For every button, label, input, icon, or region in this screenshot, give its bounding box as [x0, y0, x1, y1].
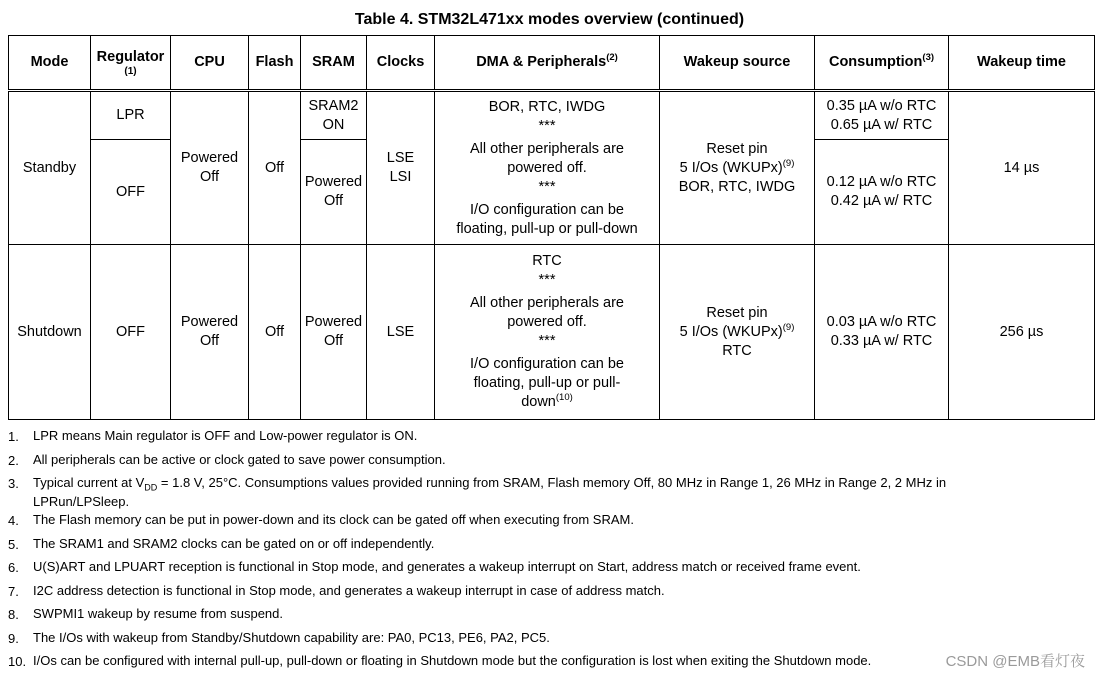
header-regulator — [91, 36, 171, 91]
header-cpu: CPU — [171, 36, 249, 91]
footnote — [8, 513, 1018, 537]
footnote-text: The Flash memory can be put in power-down and its clock can be gated off when executing from SRAM. — [33, 512, 634, 527]
footnote-number: 10. — [8, 654, 27, 669]
footnote — [8, 654, 1018, 674]
standby-cons-off-line2: 0.42 µA w/ RTC — [830, 193, 933, 209]
footnote-number: 2. — [8, 453, 19, 468]
standby-sram-lpr-line1: SRAM2 — [308, 97, 359, 114]
header-dma-label: DMA & Peripherals — [476, 54, 607, 70]
shutdown-dma-line2: All other peripherals are — [470, 295, 624, 311]
footnote — [8, 584, 1018, 607]
standby-clocks — [367, 91, 435, 245]
standby-cons-lpr-line1: 0.35 µA w/o RTC — [826, 97, 937, 114]
shutdown-wakeup-line2 — [663, 323, 811, 342]
footnote-number: 9. — [8, 631, 19, 646]
watermark: CSDN @EMB看灯夜 — [945, 653, 1085, 670]
header-dma-note: (2) — [606, 52, 618, 64]
table-row — [9, 245, 1095, 420]
shutdown-dma-line3: powered off. — [507, 314, 587, 330]
footnote-number: 4. — [8, 513, 19, 528]
footnote-text-b: = 1.8 V, 25°C. Consumptions values provided running from SRAM, Flash memory Off, 80 MHz in Range 1, 26 MHz in Range 2, 2 MHz in LPRun/LPSleep. — [33, 475, 947, 509]
shutdown-flash: Off — [249, 245, 301, 420]
footnote-text: I2C address detection is functional in Stop mode, and generates a wakeup interrupt in case of address match. — [33, 583, 665, 598]
footnote-number: 1. — [8, 429, 19, 444]
footnote — [8, 607, 1018, 631]
footnote-text: The I/Os with wakeup from Standby/Shutdown capability are: PA0, PC13, PE6, PA2, PC5. — [33, 630, 550, 645]
standby-wakeup-wkup: 5 I/Os (WKUPx) — [679, 159, 783, 176]
shutdown-cons-line1: 0.03 µA w/o RTC — [826, 314, 937, 330]
standby-flash: Off — [249, 91, 301, 245]
header-consumption-note: (3) — [922, 52, 935, 64]
standby-cons-off-line1: 0.12 µA w/o RTC — [826, 174, 937, 190]
footnote-text: SWPMI1 wakeup by resume from suspend. — [33, 606, 283, 621]
shutdown-wakeup-line3: RTC — [722, 342, 752, 359]
footnote-text: All peripherals can be active or clock gated to save power consumption. — [33, 452, 446, 467]
shutdown-regulator: OFF — [91, 245, 171, 420]
footnote — [8, 476, 1018, 513]
shutdown-wakeup-wkup: 5 I/Os (WKUPx) — [679, 323, 783, 340]
header-dma — [435, 36, 660, 91]
standby-cpu — [171, 91, 249, 245]
shutdown-cpu-line1: Powered — [180, 314, 239, 330]
header-regulator-note: (1) — [124, 66, 137, 77]
table-title: Table 4. STM32L471xx modes overview (continued) — [354, 11, 745, 28]
footnote — [8, 453, 1018, 476]
shutdown-wakeup-time: 256 µs — [949, 245, 1095, 420]
footnote — [8, 429, 1018, 453]
header-sram: SRAM — [301, 36, 367, 91]
shutdown-dma-sep2: *** — [538, 333, 556, 349]
shutdown-dma-line1: RTC — [532, 253, 562, 269]
standby-sram-off-line1: Powered — [304, 174, 363, 190]
shutdown-dma-note: (10) — [555, 392, 573, 404]
header-regulator-label: Regulator — [96, 49, 165, 65]
standby-dma-line1: BOR, RTC, IWDG — [488, 98, 606, 115]
shutdown-clocks: LSE — [367, 245, 435, 420]
standby-sram-off-line2: Off — [323, 193, 344, 209]
shutdown-sram-line1: Powered — [304, 314, 363, 330]
standby-consumption-lpr — [815, 91, 949, 140]
shutdown-sram-line2: Off — [323, 333, 344, 349]
shutdown-wakeup-line1: Reset pin — [706, 304, 768, 321]
standby-dma-line3: powered off. — [507, 159, 587, 176]
standby-cpu-line2: Off — [199, 169, 220, 185]
header-consumption-label: Consumption — [828, 54, 923, 70]
footnote-number: 5. — [8, 537, 19, 552]
footnote — [8, 537, 1018, 560]
shutdown-wakeup — [660, 245, 815, 420]
standby-cons-lpr-line2: 0.65 µA w/ RTC — [830, 116, 933, 133]
standby-dma-line4: I/O configuration can be — [470, 201, 624, 218]
standby-wakeup-time: 14 µs — [949, 91, 1095, 245]
footnote — [8, 631, 1018, 654]
standby-wakeup — [660, 91, 815, 245]
standby-dma-sep2: *** — [538, 178, 556, 195]
standby-wakeup-line2 — [663, 159, 811, 178]
standby-dma-line2: All other peripherals are — [470, 140, 624, 157]
footnote-number: 6. — [8, 560, 19, 575]
footnote-text: The SRAM1 and SRAM2 clocks can be gated on or off independently. — [33, 536, 435, 551]
standby-cpu-line1: Powered — [180, 150, 239, 166]
shutdown-sram — [301, 245, 367, 420]
footnote-number: 3. — [8, 476, 19, 491]
standby-dma-sep1: *** — [538, 117, 556, 134]
shutdown-dma-line6 — [438, 393, 656, 412]
shutdown-dma-sep1: *** — [538, 272, 556, 288]
shutdown-cpu-line2: Off — [199, 333, 220, 349]
standby-consumption-off — [815, 140, 949, 245]
header-wakeup-time: Wakeup time — [949, 36, 1095, 91]
header-wakeup: Wakeup source — [660, 36, 815, 91]
standby-regulator-off: OFF — [91, 140, 171, 245]
shutdown-wakeup-note: (9) — [782, 321, 795, 333]
footnote — [8, 560, 1018, 584]
footnote-number: 7. — [8, 584, 19, 599]
header-flash: Flash — [249, 36, 301, 91]
standby-wakeup-line3: BOR, RTC, IWDG — [678, 178, 796, 195]
footnote-text — [33, 476, 1018, 513]
standby-dma — [435, 91, 660, 245]
standby-sram-off — [301, 140, 367, 245]
footnote-text-a: Typical current at V — [33, 475, 145, 490]
shutdown-dma — [435, 245, 660, 420]
header-clocks: Clocks — [367, 36, 435, 91]
shutdown-dma-line4: I/O configuration can be — [470, 356, 624, 372]
standby-clocks-line1: LSE — [386, 150, 415, 166]
standby-wakeup-line1: Reset pin — [706, 140, 768, 157]
standby-sram-lpr-line2: ON — [322, 116, 345, 133]
footnote-text: U(S)ART and LPUART reception is functional in Stop mode, and generates a wakeup interrupt on Start, address match or received frame event. — [33, 559, 861, 574]
header-mode: Mode — [9, 36, 91, 91]
standby-clocks-line2: LSI — [389, 169, 412, 185]
shutdown-cons-line2: 0.33 µA w/ RTC — [830, 333, 933, 349]
header-consumption — [815, 36, 949, 91]
shutdown-dma-line5: floating, pull-up or pull- — [473, 375, 621, 391]
standby-regulator-lpr: LPR — [91, 91, 171, 140]
table-row — [9, 91, 1095, 140]
standby-sram-lpr — [301, 91, 367, 140]
footnote-text: LPR means Main regulator is OFF and Low-power regulator is ON. — [33, 428, 418, 443]
footnotes — [8, 429, 1018, 674]
footnote-text: I/Os can be configured with internal pull-up, pull-down or floating in Shutdown mode but the configuration is lost when exiting the Shutdown mode. — [33, 653, 872, 668]
shutdown-cpu — [171, 245, 249, 420]
shutdown-dma-down: down — [521, 394, 556, 410]
modes-table — [8, 35, 1095, 420]
footnote-number: 8. — [8, 607, 19, 622]
shutdown-consumption — [815, 245, 949, 420]
standby-wakeup-note: (9) — [782, 157, 795, 169]
standby-mode: Standby — [9, 91, 91, 245]
standby-dma-line5: floating, pull-up or pull-down — [456, 220, 638, 237]
header-row — [9, 36, 1095, 91]
shutdown-mode: Shutdown — [9, 245, 91, 420]
footnote-text-sub: DD — [144, 482, 158, 493]
